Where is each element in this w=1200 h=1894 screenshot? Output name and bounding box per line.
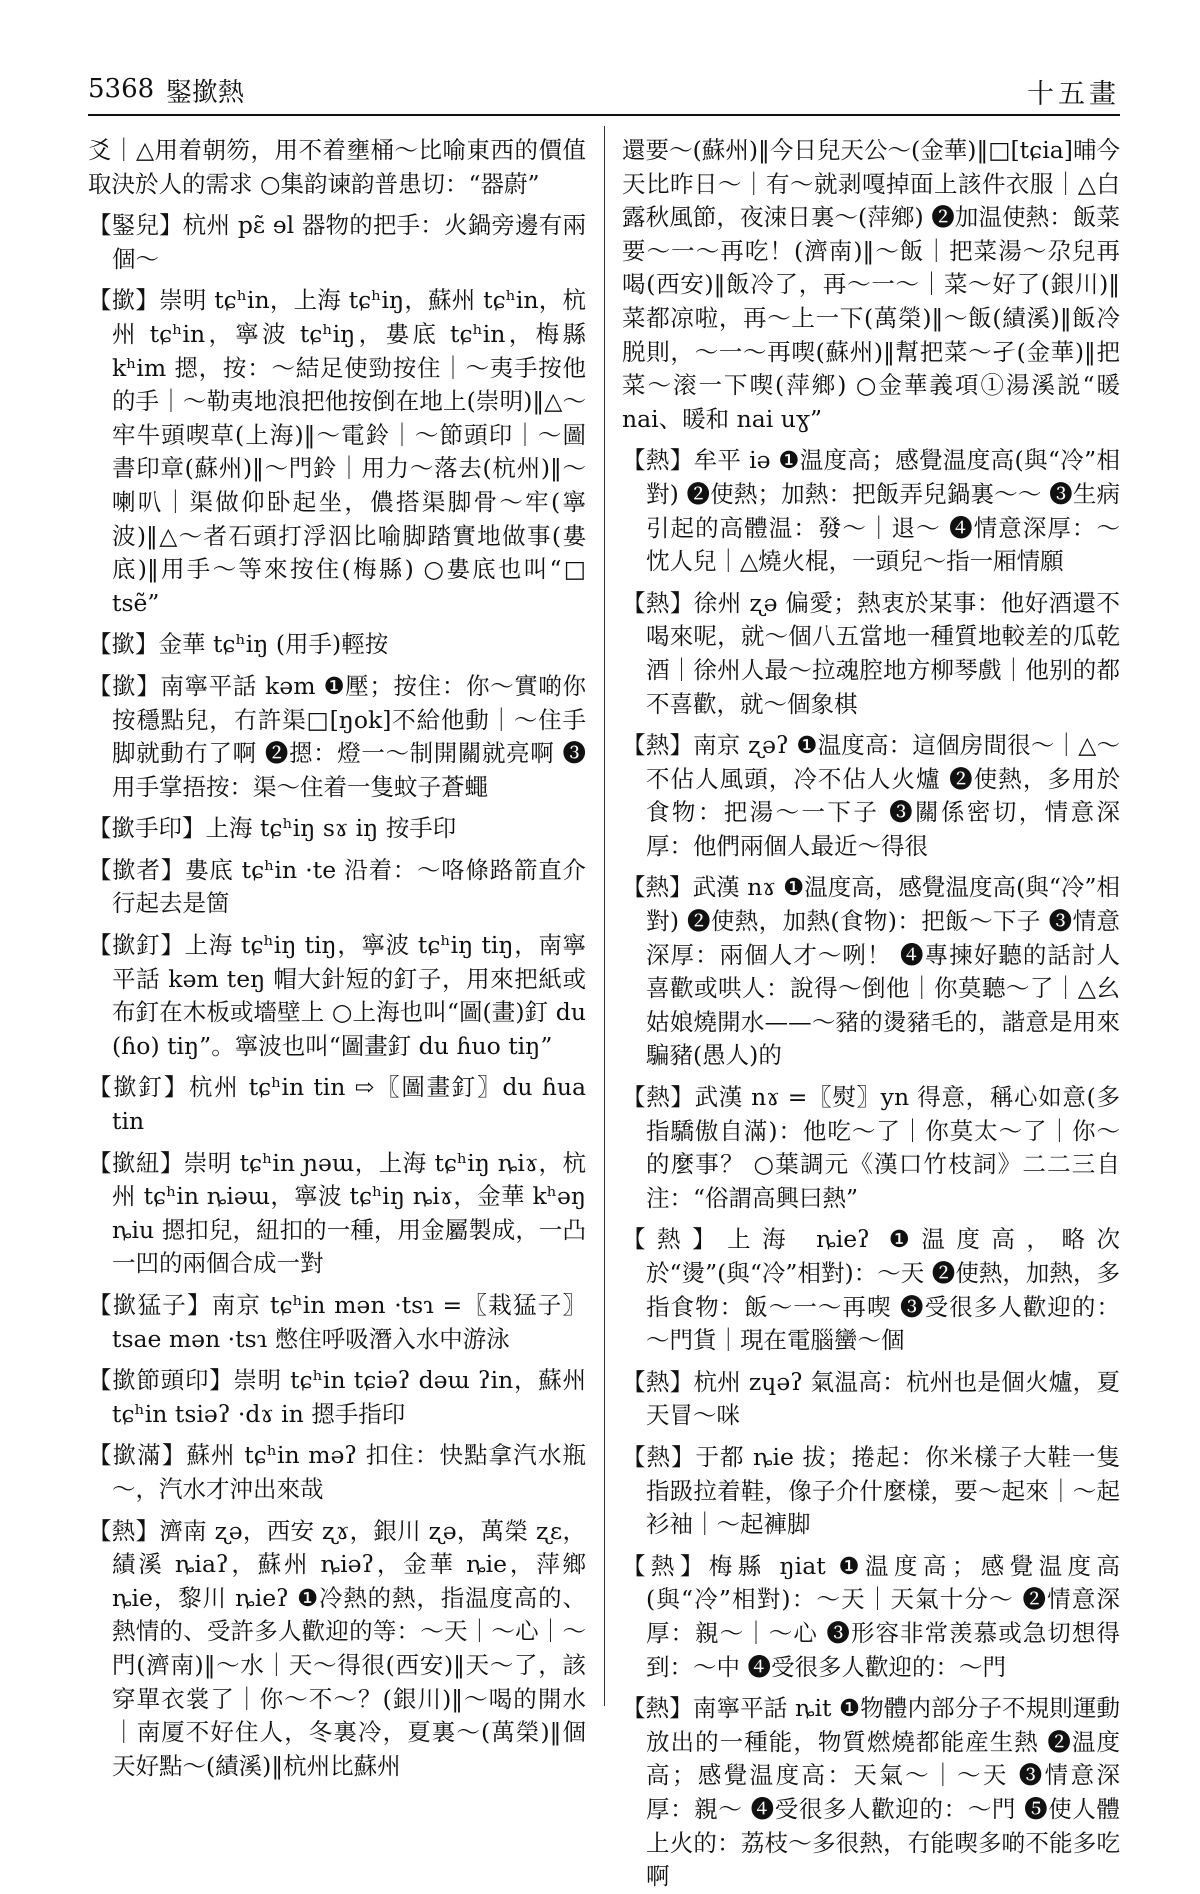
dictionary-entry: 【撳滿】蘇州 tɕʰin məʔ 扣住：快點拿汽水瓶～，汽水才沖出來哉 bbox=[88, 1441, 586, 1503]
dictionary-entry: 【熱】杭州 zɥəʔ 氣温高：杭州也是個火爐，夏天冒～咪 bbox=[622, 1367, 1120, 1430]
dictionary-entry: 爻｜△用着朝笏，用不着壅桶～比喻東西的價值取決於人的需求 ○集韵谏韵普患切：“器蔚” bbox=[88, 136, 586, 198]
page-number: 5368 bbox=[88, 74, 155, 104]
dictionary-entry: 【撳節頭印】崇明 tɕʰin tɕiəʔ dəɯ ʔin，蘇州 tɕʰin tsiəʔ ·dɤ in 摁手指印 bbox=[88, 1366, 586, 1428]
dictionary-entry: 【鋻兒】杭州 pɛ̃ ɘl 器物的把手：火鍋旁邊有兩個～ bbox=[88, 211, 586, 273]
dictionary-entry: 【熱】梅縣 ŋiat ❶温度高；感覺温度高(與“冷”相對)：～天｜天氣十分～ ❷情意深厚：親～｜～心 ❸形容非常羡慕或急切想得到：～中 ❹受很多人歡迎的：～門 bbox=[622, 1551, 1120, 1681]
section-title: 十五畫 bbox=[1027, 79, 1120, 110]
dictionary-entry: 【熱】南京 ʐəʔ ❶温度高：這個房間很～｜△～不佔人風頭，冷不佔人火爐 ❷使熱，多用於食物：把湯～一下子 ❸關係密切，情意深厚：他們兩個人最近～得很 bbox=[622, 731, 1120, 860]
dictionary-entry: 【熱】武漢 nɤ ❶温度高，感覺温度高(與“冷”相對) ❷使熱，加熱(食物)：把飯～下子 ❸情意深厚：兩個人才～咧！ ❹專揀好聽的話討人喜歡或哄人：說得～倒他｜你莫聽～了｜△幺姑娘燒開水——～豬的燙豬毛的，諧意是用來騙豬(愚人)的 bbox=[622, 873, 1120, 1070]
dictionary-entry: 【熱】于都 ȵie 拔；捲起：你米樣子大鞋一隻指趿拉着鞋，像子介什麼樣，要～起來｜～起衫袖｜～起褲脚 bbox=[622, 1442, 1120, 1539]
dictionary-entry: 【撳紐】崇明 tɕʰin ɲəɯ，上海 tɕʰiŋ ȵiɤ，杭州 tɕʰin ȵiəɯ，寧波 tɕʰiŋ ȵiɤ，金華 kʰəŋ ȵiu 摁扣兒，紐扣的一種，用金屬製成，一凸一凹的兩個合成一對 bbox=[88, 1148, 586, 1278]
dictionary-entry: 【撳者】婁底 tɕʰin ·te 沿着：～咯條路箭直介行起去是箇 bbox=[88, 855, 586, 918]
dictionary-entry: 【撳手印】上海 tɕʰiŋ sɤ iŋ 按手印 bbox=[88, 814, 457, 843]
head-characters: 鋻撳熱 bbox=[166, 78, 245, 108]
dictionary-entry: 【撳】南寧平話 kəm ❶壓；按住：你～實啲你按穩點兒，冇許渠□[ŋok]不給他動｜～住手脚就動冇了啊 ❷摁：燈一～制開關就亮啊 ❸用手掌捂按：渠～住着一隻蚊子蒼蠅 bbox=[88, 671, 586, 801]
dictionary-entry: 【熱】武漢 nɤ =〖熨〗yn 得意，稱心如意(多指驕傲自滿)：他吃～了｜你莫太～了｜你～的麼事？ ○葉調元《漢口竹枝詞》二二三自注：“俗謂高興曰熱” bbox=[622, 1083, 1120, 1212]
column-divider bbox=[604, 126, 605, 1706]
dictionary-entry: 【撳釘】上海 tɕʰiŋ tiŋ，寧波 tɕʰiŋ tiŋ，南寧平話 kəm teŋ 帽大針短的釘子，用來把紙或布釘在木板或墻壁上 ○上海也叫“圖(畫)釘 du (ɦo) tiŋ”。寧波也叫“圖畫釘 du ɦuo tiŋ” bbox=[88, 931, 586, 1060]
dictionary-entry: 【熱】徐州 ʐə 偏愛；熱衷於某事：他好酒還不喝來呢，就～個八五當地一種質地較差的瓜乾酒｜徐州人最～拉魂腔地方柳琴戲｜他别的都不喜歡，就～個象棋 bbox=[622, 588, 1120, 718]
dictionary-entry: 【熱】濟南 ʐə，西安 ʐɤ，銀川 ʐə，萬榮 ʐɛ，績溪 ȵiaʔ，蘇州 ȵiəʔ，金華 ȵie，萍鄉 ȵie，黎川 ȵieʔ ❶冷熱的熱，指温度高的、熱情的、受許多人歡迎的等：～天｜～心｜～門(濟南)‖～水｜天～得很(西安)‖天～了，該穿單衣裳了｜你～不～？(銀川)‖～喝的開水｜南厦不好住人，冬裏冷，夏裏～(萬榮)‖個天好點～(績溪)‖杭州比蘇州 bbox=[88, 1516, 586, 1780]
right-column bbox=[622, 134, 1120, 1891]
dictionary-entry: 【熱】南寧平話 ȵit ❶物體内部分子不規則運動放出的一種能，物質燃燒都能産生熱 ❷温度高；感覺温度高：天氣～｜～天 ❸情意深厚：親～ ❹受很多人歡迎的：～門 ❺使人體上火的：荔枝～多很熱，冇能喫多啲不能多吃啊 bbox=[622, 1694, 1120, 1891]
dictionary-entry: 【熱】牟平 iə ❶温度高；感覺温度高(與“冷”相對) ❷使熱；加熱：把飯弄兒鍋裏～～ ❸生病引起的高體温：發～｜退～ ❹情意深厚：～忱人兒｜△燒火棍，一頭兒～指一厢情願 bbox=[622, 446, 1120, 576]
dictionary-entry: 【熱】上海 ȵieʔ ❶温度高，略次於“燙”(與“冷”相對)：～天 ❷使熱，加熱，多指食物：飯～一～再喫 ❸受很多人歡迎的：～門貨｜現在電腦蠻～個 bbox=[622, 1225, 1120, 1355]
page-header bbox=[88, 70, 1120, 116]
dictionary-entry: 【撳猛子】南京 tɕʰin mən ·tsɿ =〖栽猛子〗tsae mən ·tsɿ 憋住呼吸潛入水中游泳 bbox=[88, 1291, 586, 1353]
dictionary-entry: 【撳釘】杭州 tɕʰin tin ⇨〖圖畫釘〗du ɦua tin bbox=[88, 1073, 586, 1136]
dictionary-entry: 還要～(蘇州)‖今日兒天公～(金華)‖□[tɕia]晡今天比昨日～｜有～就剥嘎掉面上該件衣服｜△白露秋風節，夜涑日裏～(萍鄉) ❷加温使熱：飯菜要～一～再吃！(濟南)‖～飯｜把菜湯～尕兒再喝(西安)‖飯冷了，再～一～｜菜～好了(銀川)‖菜都凉啦，再～上一下(萬榮)‖～飯(績溪)‖飯冷脱則，～一～再喫(蘇州)‖幫把菜～孑(金華)‖把菜～滚一下喫(萍鄉) ○金華義項①湯溪説“暖 nai、暖和 nai uɣ” bbox=[622, 136, 1120, 433]
dictionary-entry: 【撳】崇明 tɕʰin，上海 tɕʰiŋ，蘇州 tɕʰin，杭州 tɕʰin，寧波 tɕʰiŋ，婁底 tɕʰin，梅縣 kʰim 摁，按：～結足使勁按住｜～夷手按他的手｜～勒夷地浪把他按倒在地上(崇明)‖△～牢牛頭喫草(上海)‖～電鈴｜～節頭印｜～圖書印章(蘇州)‖～門鈴｜用力～落去(杭州)‖～喇叭｜渠做仰卧起坐，儂搭渠脚骨～牢(寧波)‖△～者石頭打浮泅比喻脚踏實地做事(婁底)‖用手～等來按住(梅縣) ○婁底也叫“□ tsẽ” bbox=[88, 286, 586, 617]
dictionary-entry: 【撳】金華 tɕʰiŋ (用手)輕按 bbox=[88, 630, 389, 659]
left-column bbox=[88, 134, 586, 1780]
